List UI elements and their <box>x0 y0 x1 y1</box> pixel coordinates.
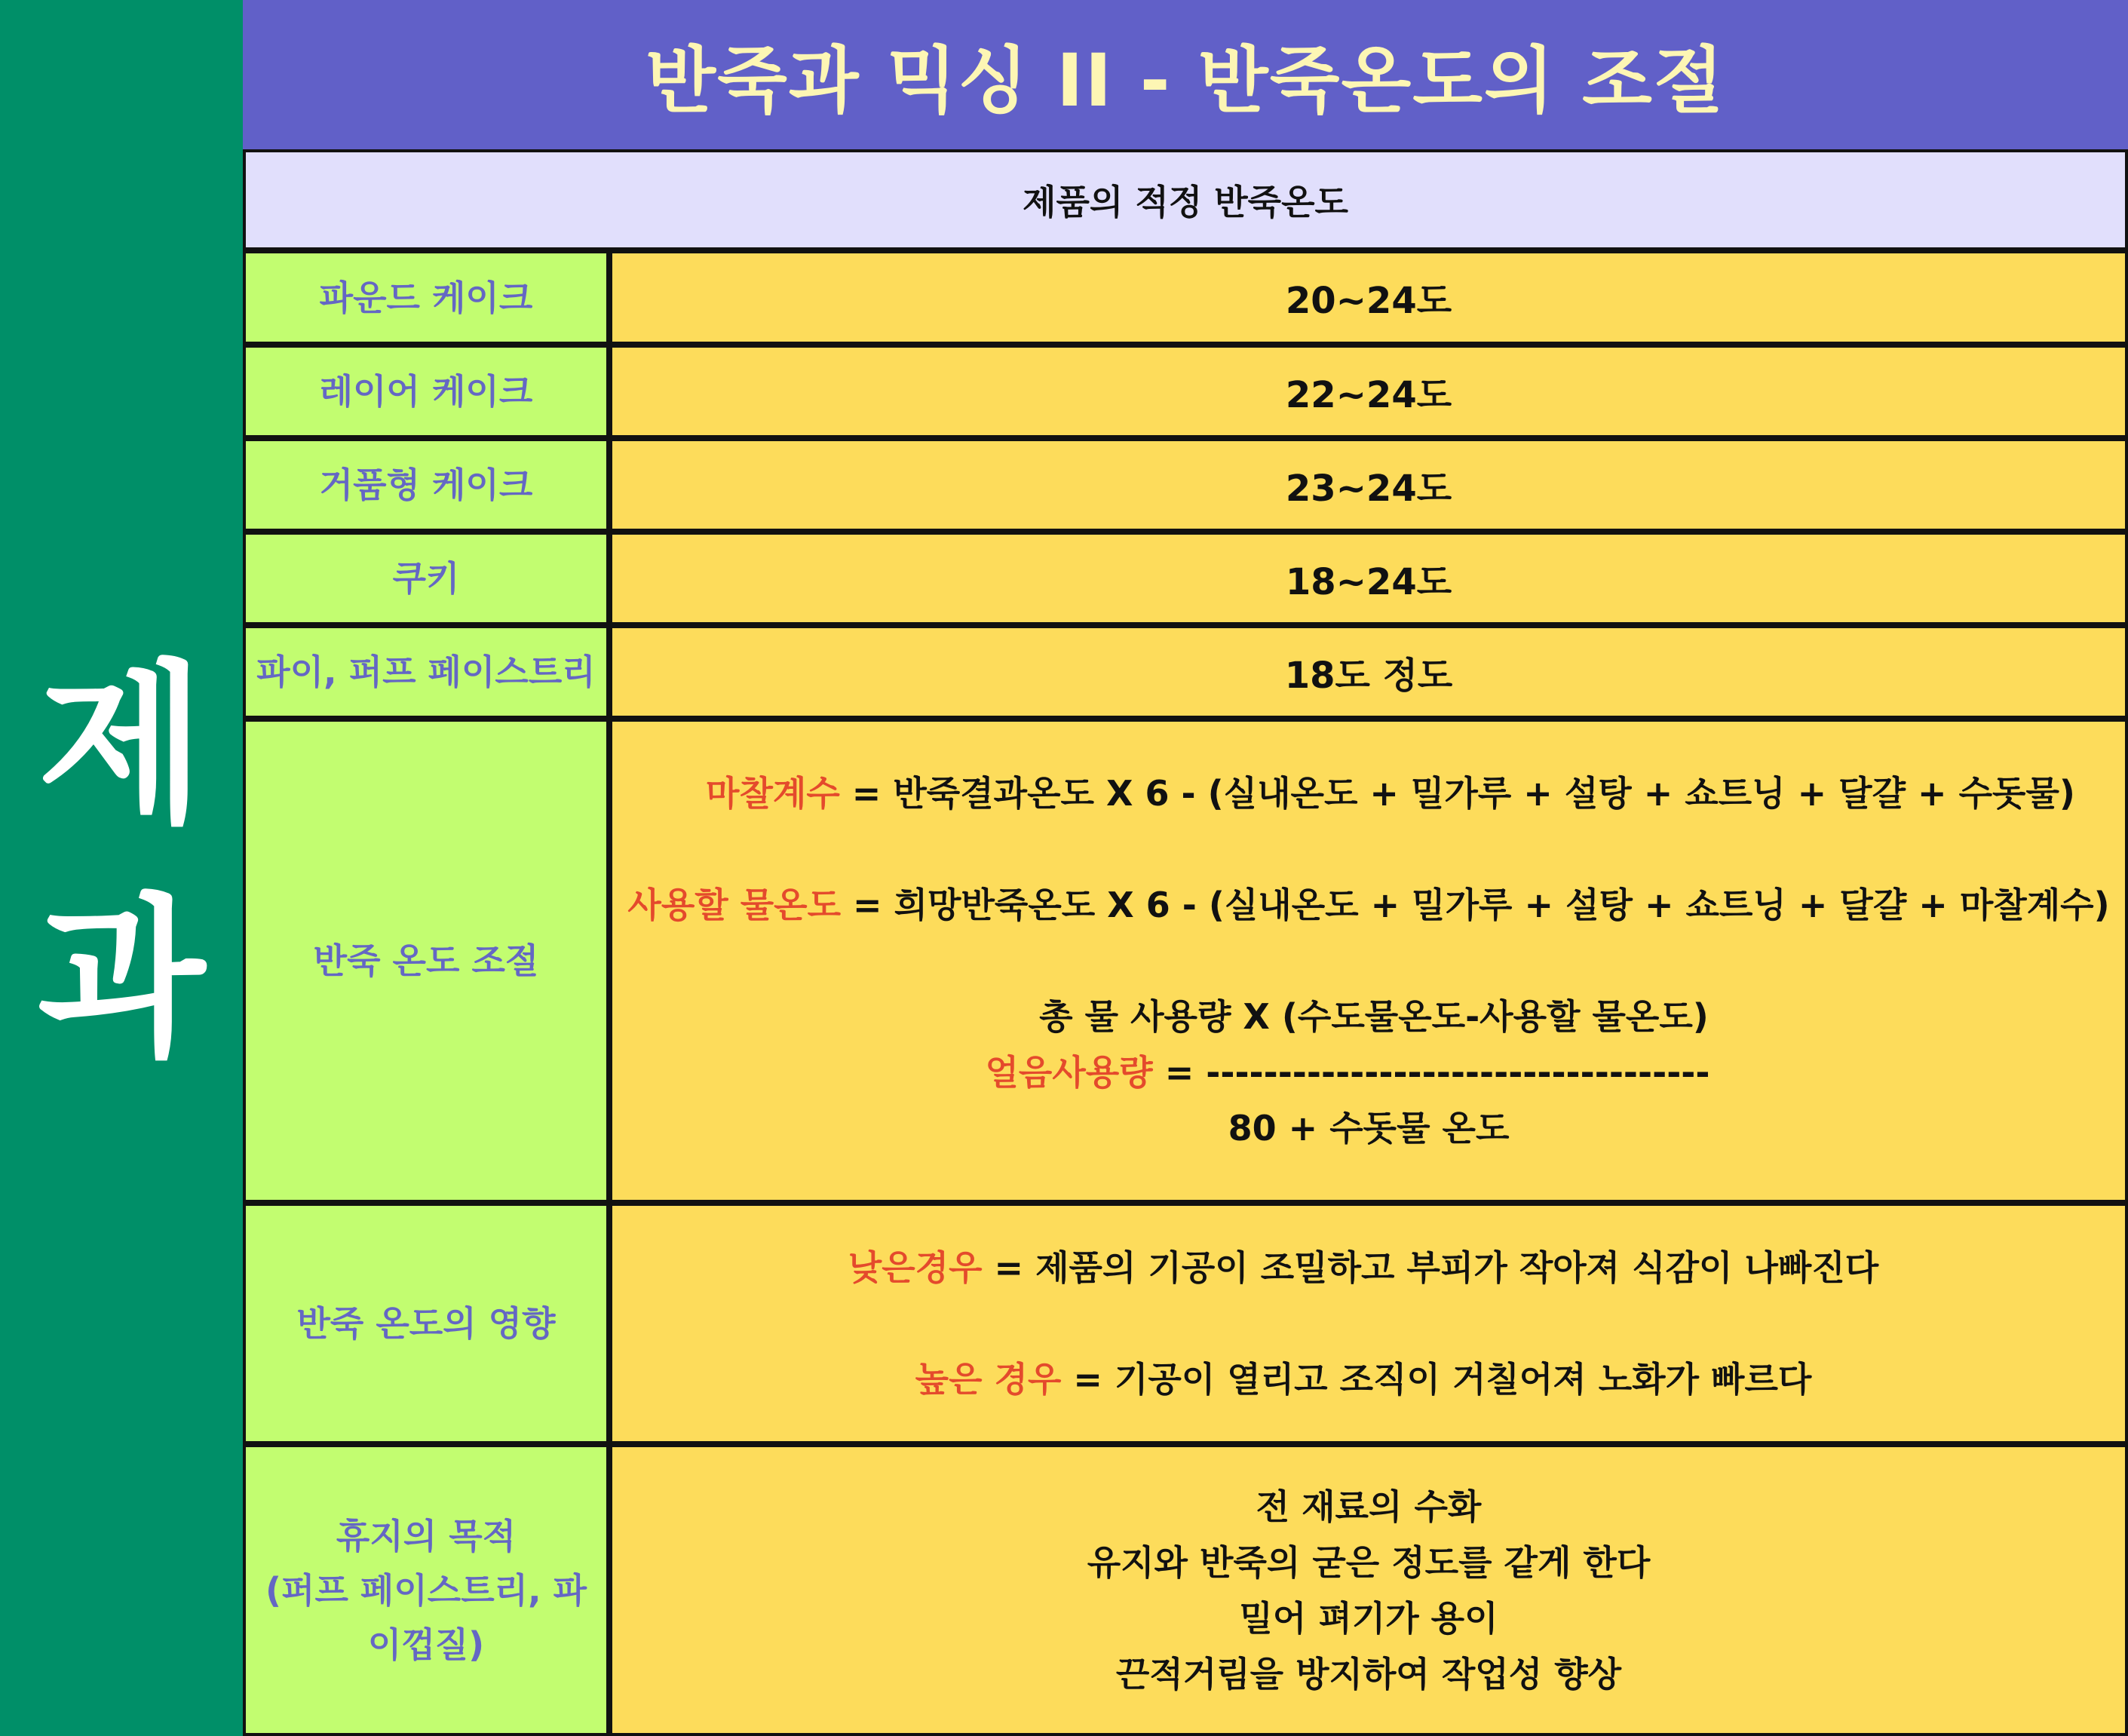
page-title: 반죽과 믹싱 II - 반죽온도의 조절 <box>645 38 1725 123</box>
high-temp-effect <box>915 1351 1812 1407</box>
table-row-label <box>246 1447 606 1733</box>
water-temp-expression: = 희망반죽온도 X 6 - (실내온도 + 밀가루 + 설탕 + 쇼트닝 + 달걀 + 마찰계수) <box>841 885 2110 925</box>
ice-formula-main <box>986 1044 1710 1100</box>
sidebar-char-je: 제 <box>37 646 206 847</box>
sidebar-char-gwa: 과 <box>37 879 206 1081</box>
table-row-value <box>612 253 2125 342</box>
row-label-text: 쿠키 <box>392 558 460 599</box>
effect-label: 반죽 온도의 영향 <box>296 1303 556 1344</box>
list-item: 밀어 펴기가 용이 <box>1239 1597 1498 1639</box>
water-temp-key: 사용할 물온도 <box>627 885 842 925</box>
list-item: 끈적거림을 방지하여 작업성 향상 <box>1115 1653 1622 1695</box>
ice-key: 얼음사용량 <box>985 1052 1153 1093</box>
row-label-text: 거품형 케이크 <box>319 465 533 505</box>
row-label-text: 레이어 케이크 <box>319 371 533 412</box>
page-header <box>243 0 2128 149</box>
ice-formula-denominator: 80 + 수돗물 온도 <box>1228 1108 1510 1149</box>
temperature-table <box>243 149 2128 1736</box>
row-value-text: 22~24도 <box>1285 373 1452 416</box>
table-subheader <box>246 152 2125 247</box>
table-row-label <box>246 535 606 622</box>
table-row-label <box>246 628 606 716</box>
row-value-text: 18~24도 <box>1285 560 1452 603</box>
row-value-text: 18도 정도 <box>1284 654 1453 697</box>
row-label-text: 파이, 퍼프 페이스트리 <box>256 652 596 692</box>
sidebar <box>0 0 243 1736</box>
list-item: 유지와 반죽의 굳은 정도를 같게 한다 <box>1087 1541 1651 1583</box>
high-description: = 기공이 열리고 조직이 거칠어져 노화가 빠르다 <box>1061 1359 1812 1400</box>
rest-purposes <box>612 1447 2125 1733</box>
table-row-value <box>612 348 2125 435</box>
table-row-label <box>246 1206 606 1441</box>
table-row-value <box>612 628 2125 716</box>
friction-formula <box>706 765 2075 821</box>
high-key: 높은 경우 <box>915 1359 1062 1400</box>
rest-label-line: 휴지의 목적 <box>336 1515 517 1557</box>
row-label-text: 파운드 케이크 <box>319 277 533 318</box>
friction-key: 마찰계수 <box>706 773 840 814</box>
table-row-value <box>612 535 2125 622</box>
low-description: = 제품의 기공이 조밀하고 부피가 작아져 식감이 나빠진다 <box>982 1247 1879 1288</box>
table-row-label <box>246 441 606 529</box>
adjust-formulas <box>612 722 2125 1200</box>
low-key: 낮은경우 <box>848 1247 983 1288</box>
effect-descriptions <box>612 1206 2125 1441</box>
table-row-label <box>246 722 606 1200</box>
water-temp-formula <box>627 877 2109 933</box>
rest-label-line: (퍼프 페이스트리, 파 <box>265 1569 587 1611</box>
row-value-text: 23~24도 <box>1285 467 1452 510</box>
subheader-text: 제품의 적정 반죽온도 <box>1023 182 1348 222</box>
adjust-label: 반죽 온도 조절 <box>313 940 539 981</box>
table-row-value <box>612 441 2125 529</box>
fraction-bar: = ----------------------------------- <box>1152 1052 1710 1093</box>
rest-label-line: 이껍질) <box>367 1624 485 1665</box>
row-value-text: 20~24도 <box>1285 280 1452 322</box>
low-temp-effect <box>848 1240 1878 1296</box>
friction-expression: = 반죽결과온도 X 6 - (실내온도 + 밀가루 + 설탕 + 쇼트닝 + 달걀 + 수돗물) <box>839 773 2075 814</box>
ice-formula-numerator: 총 물 사용량 X (수도물온도-사용할 물온도) <box>1039 996 1709 1037</box>
list-item: 전 재료의 수화 <box>1256 1486 1482 1527</box>
table-row-label <box>246 348 606 435</box>
table-row-label <box>246 253 606 342</box>
